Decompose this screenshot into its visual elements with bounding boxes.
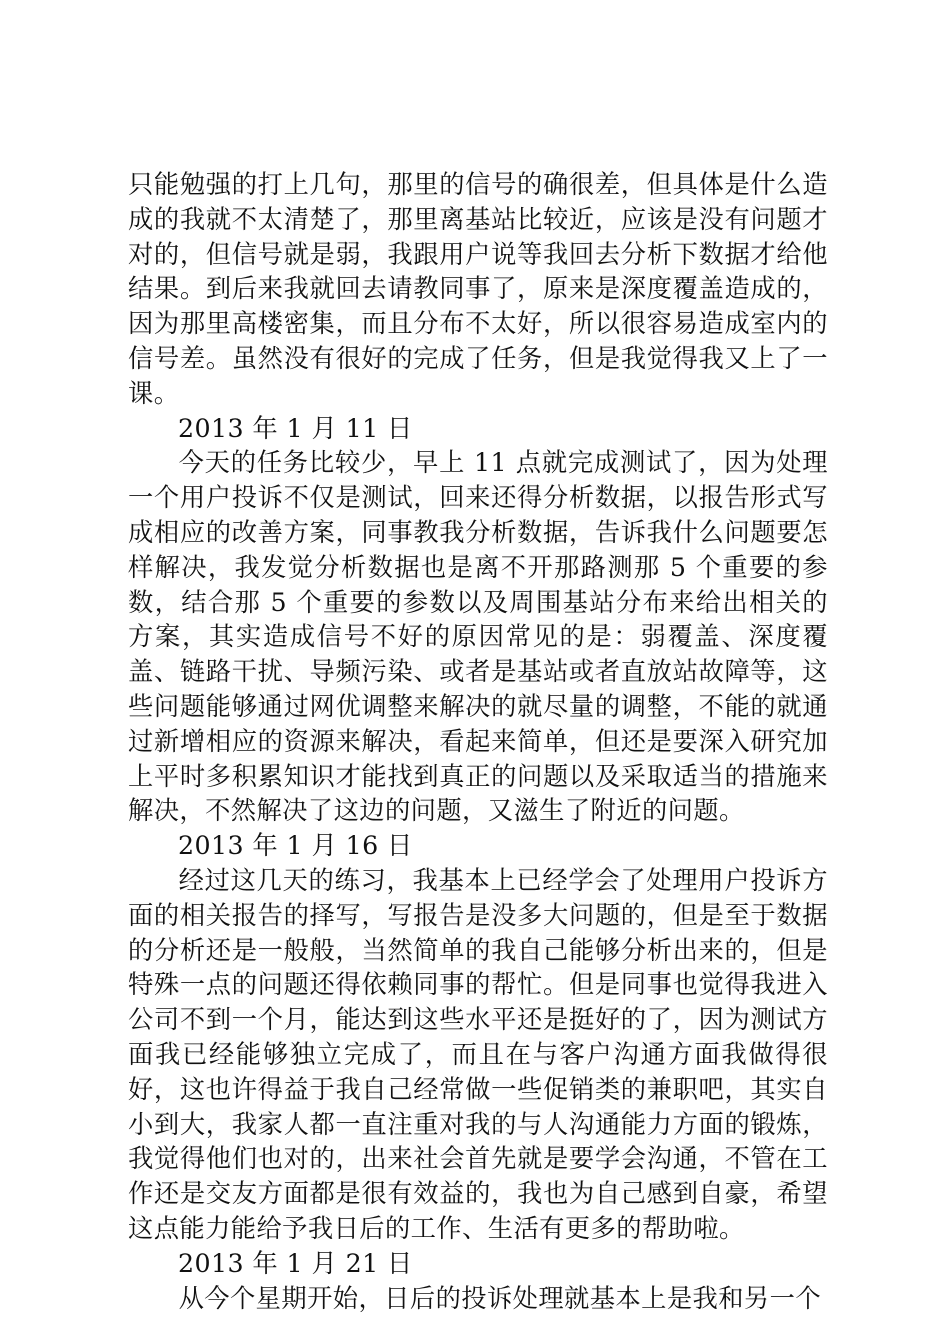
- paragraph-continued: 只能勉强的打上几句，那里的信号的确很差，但具体是什么造成的我就不太清楚了，那里离基站比较近，应该是没有问题才对的，但信号就是弱，我跟用户说等我回去分析下数据才给他结果。到后来我就回去请教同事了，原来是深度覆盖造成的，因为那里高楼密集，而且分布不太好，所以很容易造成室内的信号差。虽然没有很好的完成了任务，但是我觉得我又上了一课。: [128, 170, 828, 408]
- entry-date-jan-11: 2013 年 1 月 11 日: [178, 413, 413, 443]
- paragraph-jan-16: 经过这几天的练习，我基本上已经学会了处理用户投诉方面的相关报告的择写，写报告是没多大问题的，但是至于数据的分析还是一般般，当然简单的我自己能够分析出来的，但是特殊一点的问题还得依赖同事的帮忙。但是同事也觉得我进入公司不到一个月，能达到这些水平还是挺好的了，因为测试方面我已经能够独立完成了，而且在与客户沟通方面我做得很好，这也许得益于我自己经常做一些促销类的兼职吧，其实自小到大，我家人都一直注重对我的与人沟通能力方面的锻炼，我觉得他们也对的，出来社会首先就是要学会沟通，不管在工作还是交友方面都是很有效益的，我也为自己感到自豪，希望这点能力能给予我日后的工作、生活有更多的帮助啦。: [128, 865, 828, 1243]
- entry-date-jan-16: 2013 年 1 月 16 日: [178, 831, 413, 861]
- document-page: [128, 168, 828, 1316]
- entry-date-jan-21: 2013 年 1 月 21 日: [178, 1248, 413, 1278]
- paragraph-jan-11: 今天的任务比较少，早上 11 点就完成测试了，因为处理一个用户投诉不仅是测试，回来还得分析数据，以报告形式写成相应的改善方案，同事教我分析数据，告诉我什么问题要怎样解决，我发觉分析数据也是离不开那路测那 5 个重要的参数，结合那 5 个重要的参数以及周围基站分布来给出相关的方案，其实造成信号不好的原因常见的是：弱覆盖、深度覆盖、链路干扰、导频污染、或者是基站或者直放站故障等，这些问题能够通过网优调整来解决的就尽量的调整，不能的就通过新增相应的资源来解决，看起来简单，但还是要深入研究加上平时多积累知识才能找到真正的问题以及采取适当的措施来解决，不然解决了这边的问题，又滋生了附近的问题。: [128, 448, 828, 826]
- paragraph-jan-21: 从今个星期开始，日后的投诉处理就基本上是我和另一个: [178, 1283, 822, 1313]
